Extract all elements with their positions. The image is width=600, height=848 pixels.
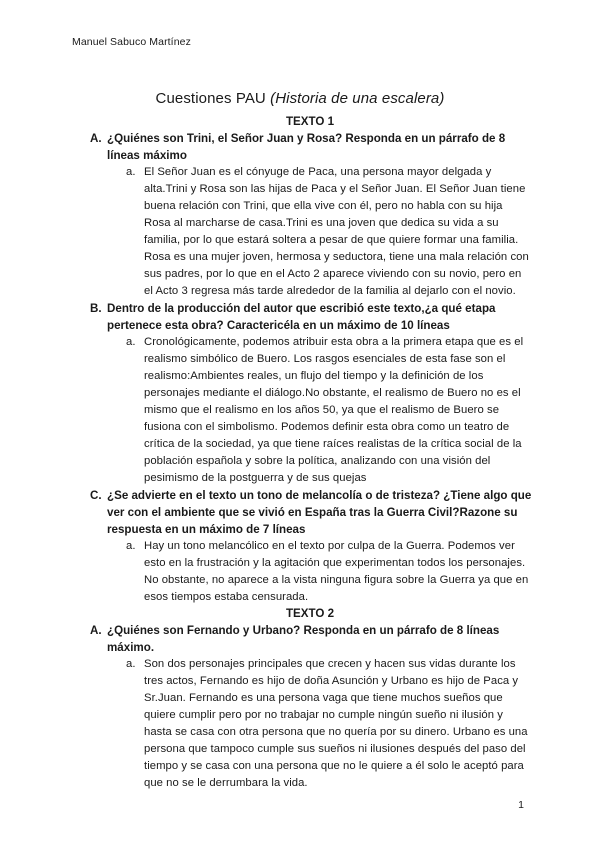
question-letter: C. (90, 489, 102, 502)
question-1b (0, 300, 600, 334)
question-letter: A. (90, 624, 102, 637)
question-letter: A. (90, 132, 102, 145)
question-1a (0, 130, 600, 164)
answer-marker: a. (126, 166, 136, 178)
answer-marker: a. (126, 336, 136, 348)
answer-marker: a. (126, 658, 136, 670)
title-main: Cuestiones PAU (155, 90, 271, 107)
question-text: ¿Se advierte en el texto un tono de melancolía o de tristeza? ¿Tiene algo que ver con el ambiente que se vivió en España tras la Guerra Civil?Razone su respuesta en un máximo de 7 líneas (107, 489, 532, 536)
answer-text: Son dos personajes principales que crecen y hacen sus vidas durante los tres actos, Fernando es hijo de doña Asunción y Urbano es hijo de Paca y Sr.Juan. Fernando es una persona vaga que tiene muchos sueños que quiere cumplir pero por no trabajar no cumple ningún sueño ni ilusión y hasta se casa con otra persona que no quería por su dinero. Urbano es una persona que tampoco cumple sus sueños ni ilusiones después del paso del tiempo y se casa con una persona que no le quiere a él solo le aceptó para que no se le derrumbara la vida. (144, 658, 528, 789)
answer-marker: a. (126, 540, 136, 552)
document-title (0, 90, 600, 107)
question-text: ¿Quiénes son Trini, el Señor Juan y Rosa? Responda en un párrafo de 8 líneas máximo (107, 132, 506, 162)
answer-text: Cronológicamente, podemos atribuir esta obra a la primera etapa que es el realismo simbólico de Buero. Los rasgos esenciales de esta fase son el realismo:Ambientes reales, un flujo del tiempo y la definición de los personajes mediante el diálogo.No obstante, el realismo de Buero no es el mismo que el realismo en los años 50, ya que el realismo de Buero se fusiona con el simbolismo. Podemos definir esta obra como un teatro de crítica de la sociedad, ya que tiene raíces realistas de la crítica social de la población española y sobre la política, analizando con una visión del pesimismo de la postguerra y de sus quejas (144, 336, 524, 484)
answer-1a (0, 164, 600, 300)
question-2a (0, 622, 600, 656)
question-text: ¿Quiénes son Fernando y Urbano? Responda en un párrafo de 8 líneas máximo. (107, 624, 500, 654)
title-subtitle: (Historia de una escalera) (270, 90, 445, 107)
question-letter: B. (90, 302, 102, 315)
answer-text: Hay un tono melancólico en el texto por culpa de la Guerra. Podemos ver esto en la frustración y la agitación que experimentan todos los personajes. No obstante, no aparece a la vista ninguna figura sobre la Guerra ya que en esos tiempos estaba censurada. (144, 540, 529, 603)
answer-text: El Señor Juan es el cónyuge de Paca, una persona mayor delgada y alta.Trini y Rosa son las hijas de Paca y el Señor Juan. El Señor Juan tiene buena relación con Trini, que ella vive con él, pero no habla con su hija Rosa al marcharse de casa.Trini es una joven que dedica su vida a su familia, por lo que estará soltera a pesar de que quiere formar una familia. Rosa es una mujer joven, hermosa y seductora, tiene una mala relación con sus padres, por lo que en el Acto 2 aparece viviendo con su novio, pero en el Acto 3 regresa más tarde alrededor de la familia al dejarlo con el novio. (144, 166, 529, 297)
question-1c (0, 487, 600, 538)
answer-1c (0, 538, 600, 606)
document-body (0, 114, 600, 792)
section-heading-texto-1: TEXTO 1 (285, 115, 335, 128)
answer-2a (0, 656, 600, 792)
page-header-author: Manuel Sabuco Martínez (72, 36, 191, 48)
section-heading-texto-2: TEXTO 2 (285, 607, 335, 620)
answer-1b (0, 334, 600, 487)
question-text: Dentro de la producción del autor que escribió este texto,¿a qué etapa pertenece esta obra? Caractericéla en un máximo de 10 líneas (107, 302, 496, 332)
page-number: 1 (518, 799, 524, 811)
